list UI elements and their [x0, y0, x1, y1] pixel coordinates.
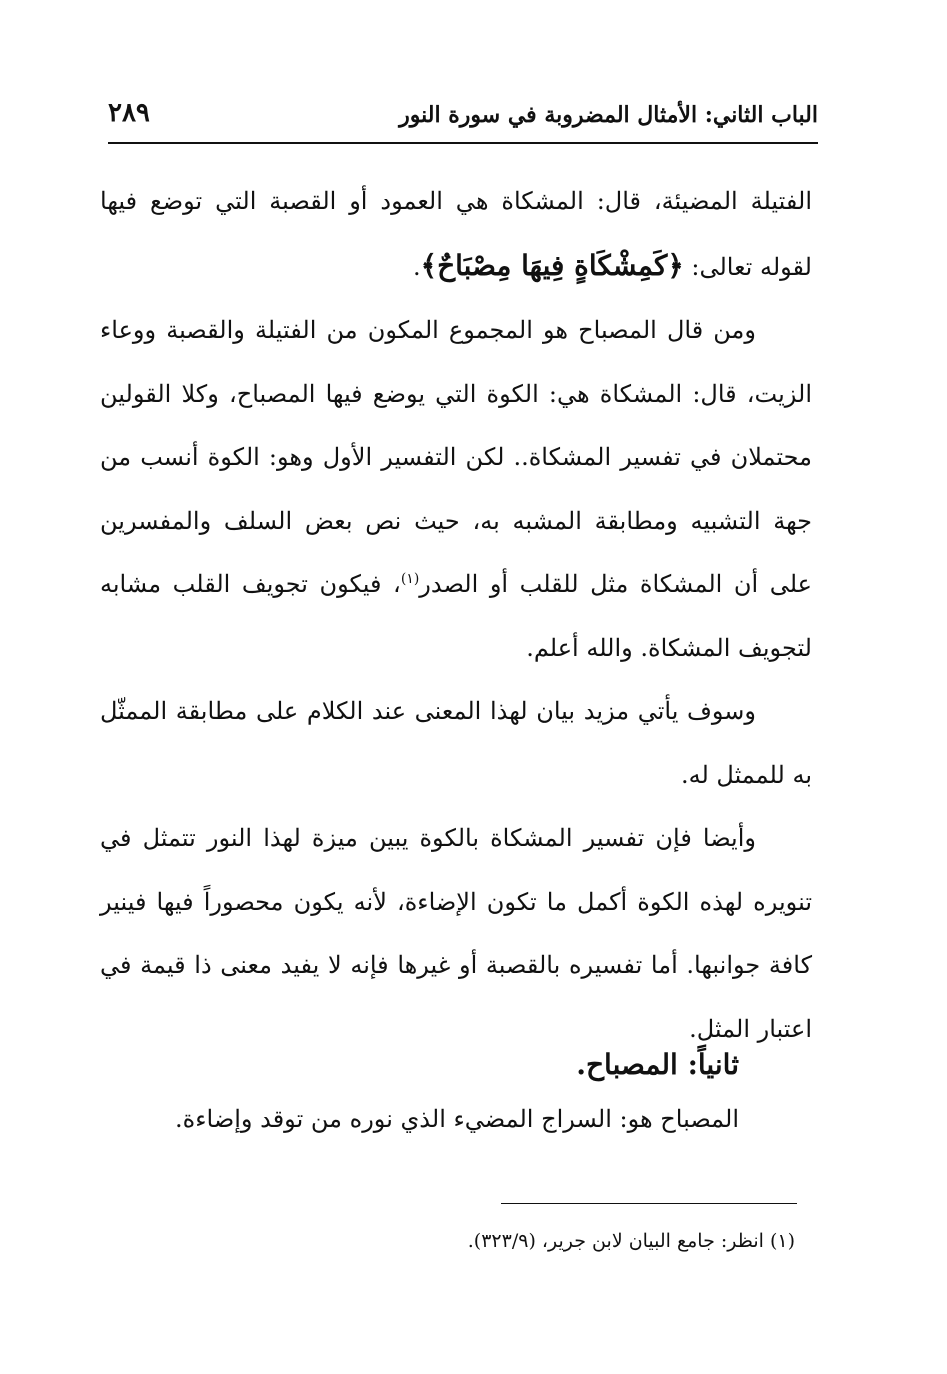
- paragraph-1-text: الفتيلة المضيئة، قال: المشكاة هي العمود أو القصبة التي توضع فيها لقوله تعالى:: [100, 187, 812, 281]
- page-header: [108, 96, 818, 144]
- section-heading: ثانياً: المصباح.: [576, 1048, 739, 1081]
- footnote-reference[interactable]: (١): [400, 571, 420, 587]
- paragraph-2-text-b: ، فيكون تجويف القلب مشابه لتجويف المشكاة. والله أعلم.: [100, 570, 812, 662]
- quran-verse: ﴿كَمِشْكَاةٍ فِيهَا مِصْبَاحٌ﴾: [420, 248, 684, 282]
- page-number: ٢٨٩: [108, 98, 150, 128]
- paragraph-2: [100, 299, 812, 680]
- paragraph-1-end: .: [413, 252, 421, 281]
- section-paragraph: المصباح هو: السراج المضيء الذي نوره من توقد وإضاءة.: [175, 1105, 739, 1133]
- footnote-divider: [501, 1203, 797, 1204]
- running-title: الباب الثاني: الأمثال المضروبة في سورة النور: [399, 102, 818, 128]
- paragraph-3: وسوف يأتي مزيد بيان لهذا المعنى عند الكلام على مطابقة الممثّل به للممثل له.: [100, 697, 812, 789]
- footnote: (١) انظر: جامع البيان لابن جرير، (٣٢٣/٩).: [467, 1230, 795, 1252]
- paragraph-4: وأيضا فإن تفسير المشكاة بالكوة يبين ميزة لهذا النور تتمثل في تنويره لهذه الكوة أكمل ما تكون الإضاءة، لأنه يكون محصوراً فيها فينير كافة جوانبها. أما تفسيره بالقصبة أو غيرها فإنه لا يفيد معنى ذا قيمة في اعتبار المثل.: [100, 824, 813, 1043]
- paragraph-2-text-a: ومن قال المصباح هو المجموع المكون من الفتيلة والقصبة ووعاء الزيت، قال: المشكاة هي: الكوة التي يوضع فيها المصباح، وكلا القولين محتملان في تفسير المشكاة.. لكن التفسير الأول وهو: الكوة أنسب من جهة التشبيه ومطابقة المشبه به، حيث نص بعض السلف والمفسرين على أن المشكاة مثل للقلب أو الصدر: [100, 316, 812, 598]
- paragraph-1: [100, 170, 812, 299]
- body-text: [100, 170, 812, 1061]
